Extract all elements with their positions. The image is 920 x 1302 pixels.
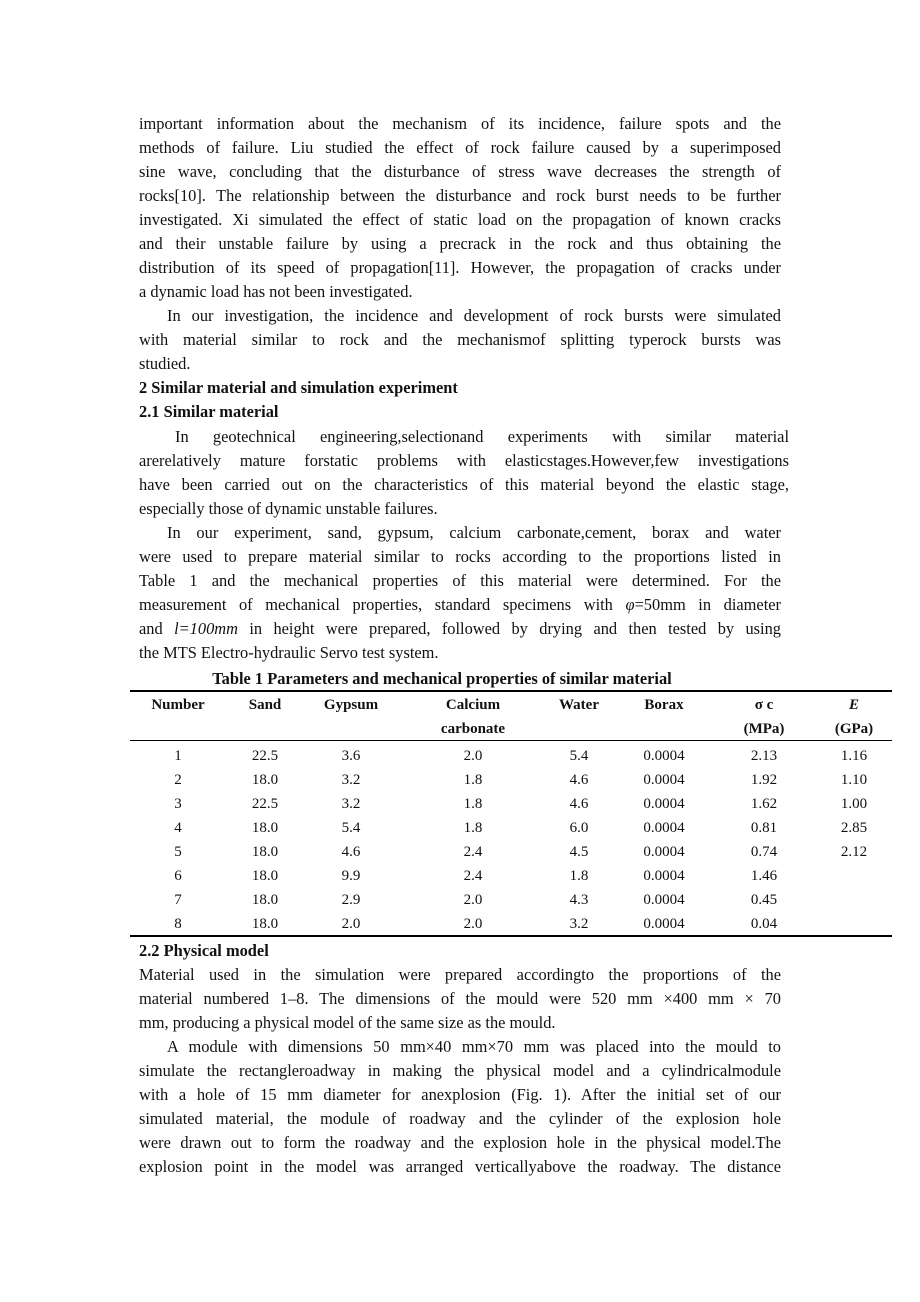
table-cell: 0.0004	[643, 748, 685, 764]
text-line: In geotechnical engineering,selectionand experiments with similar material	[175, 427, 789, 446]
table-cell: 0.04	[750, 916, 778, 932]
phi-symbol: φ	[625, 595, 635, 614]
text-line: simulate the rectangleroadway in making the physical model and a cylindricalmodule	[139, 1061, 781, 1080]
table-cell: 2.9	[341, 892, 361, 908]
table-header-cell: Borax	[644, 697, 684, 713]
text-line: rocks[10]. The relationship between the disturbance and rock burst needs to be further	[139, 186, 781, 205]
table-cell: 2.13	[750, 748, 778, 764]
table-cell: 1.00	[840, 796, 868, 812]
table-cell: 18.0	[251, 916, 279, 932]
table-header-cell: Gypsum	[323, 697, 379, 713]
table-cell: 18.0	[251, 844, 279, 860]
table-top-rule	[130, 690, 892, 692]
text-line: distribution of its speed of propagation[11]. However, the propagation of cracks under	[139, 258, 781, 277]
text-line: Table 1 and the mechanical properties of this material were determined. For the	[139, 571, 781, 590]
table-cell: 7	[174, 892, 182, 908]
table-cell: 1.8	[463, 796, 483, 812]
table-cell: 1.46	[750, 868, 778, 884]
table-cell: 3.6	[341, 748, 361, 764]
table-cell: 6.0	[569, 820, 589, 836]
text-line: a dynamic load has not been investigated.	[139, 282, 413, 301]
table-cell: 18.0	[251, 820, 279, 836]
text-line: were used to prepare material similar to rocks according to the proportions listed in	[139, 547, 781, 566]
table-cell: 4.6	[569, 772, 589, 788]
text-line: material numbered 1–8. The dimensions of the mould were 520 mm ×400 mm × 70	[139, 989, 781, 1008]
table-cell: 2.12	[840, 844, 868, 860]
table-header-cell: (GPa)	[834, 721, 874, 737]
table-cell: 18.0	[251, 868, 279, 884]
table-cell: 4	[174, 820, 182, 836]
subsection-title: 2.2 Physical model	[139, 941, 269, 960]
table-cell: 22.5	[251, 796, 279, 812]
table-cell: 0.0004	[643, 844, 685, 860]
table-cell: 18.0	[251, 892, 279, 908]
text-line: with material similar to rock and the mechanismof splitting typerock bursts was	[139, 330, 781, 349]
table-header-cell: (MPa)	[743, 721, 785, 737]
table-cell: 0.74	[750, 844, 778, 860]
text-line	[139, 593, 781, 617]
table-cell: 0.0004	[643, 892, 685, 908]
text-line: arerelatively mature forstatic problems with elasticstages.However,few investigations	[139, 451, 789, 470]
table-cell: 1	[174, 748, 182, 764]
table-cell: 0.0004	[643, 820, 685, 836]
text-line: In our investigation, the incidence and development of rock bursts were simulated	[167, 306, 781, 325]
text-line: sine wave, concluding that the disturbance of stress wave decreases the strength of	[139, 162, 781, 181]
text-line: and their unstable failure by using a precrack in the rock and thus obtaining the	[139, 234, 781, 253]
text-line: A module with dimensions 50 mm×40 mm×70 mm was placed into the mould to	[167, 1037, 781, 1056]
text-span: and	[139, 619, 175, 638]
table-cell: 2.4	[463, 868, 483, 884]
table-cell: 1.10	[840, 772, 868, 788]
text-line: investigated. Xi simulated the effect of static load on the propagation of known cracks	[139, 210, 781, 229]
table-cell: 0.0004	[643, 796, 685, 812]
text-line: especially those of dynamic unstable failures.	[139, 499, 438, 518]
text-span: =50mm in diameter	[634, 595, 781, 614]
table-header-cell: Calcium	[445, 697, 501, 713]
text-line: mm, producing a physical model of the same size as the mould.	[139, 1013, 556, 1032]
text-span: measurement of mechanical properties, standard specimens with	[139, 595, 626, 614]
table-header-cell: Number	[151, 697, 205, 713]
table-header-cell: Sand	[248, 697, 282, 713]
table-cell: 2	[174, 772, 182, 788]
text-line	[139, 617, 781, 641]
table-cell: 0.0004	[643, 772, 685, 788]
table-cell: 6	[174, 868, 182, 884]
table-cell: 1.16	[840, 748, 868, 764]
table-caption: Table 1 Parameters and mechanical properties of similar material	[212, 669, 672, 688]
text-line: In our experiment, sand, gypsum, calcium carbonate,cement, borax and water	[167, 523, 781, 542]
table-cell: 5	[174, 844, 182, 860]
length-symbol: l=100mm	[174, 619, 238, 638]
table-cell: 0.45	[750, 892, 778, 908]
table-cell: 1.8	[463, 820, 483, 836]
table-cell: 4.6	[569, 796, 589, 812]
text-line: important information about the mechanism of its incidence, failure spots and the	[139, 114, 781, 133]
table-cell: 2.85	[840, 820, 868, 836]
table-cell: 8	[174, 916, 182, 932]
table-cell: 0.0004	[643, 868, 685, 884]
table-cell: 3	[174, 796, 182, 812]
table-cell: 1.8	[463, 772, 483, 788]
text-line: the MTS Electro-hydraulic Servo test system.	[139, 643, 439, 662]
subsection-title: 2.1 Similar material	[139, 402, 279, 421]
table-cell: 3.2	[569, 916, 589, 932]
table-cell: 2.0	[341, 916, 361, 932]
table-cell: 4.5	[569, 844, 589, 860]
table-cell: 3.2	[341, 796, 361, 812]
table-cell: 0.81	[750, 820, 778, 836]
table-cell: 1.8	[569, 868, 589, 884]
text-line: with a hole of 15 mm diameter for anexplosion (Fig. 1). After the initial set of our	[139, 1085, 781, 1104]
table-cell: 2.0	[463, 892, 483, 908]
table-cell: 3.2	[341, 772, 361, 788]
text-line: explosion point in the model was arranged verticallyabove the roadway. The distance	[139, 1157, 781, 1176]
table-cell: 5.4	[341, 820, 361, 836]
table-cell: 2.0	[463, 748, 483, 764]
text-line: methods of failure. Liu studied the effect of rock failure caused by a superimposed	[139, 138, 781, 157]
text-line: were drawn out to form the roadway and the explosion hole in the physical model.The	[139, 1133, 781, 1152]
table-cell: 18.0	[251, 772, 279, 788]
section-title: 2 Similar material and simulation experiment	[139, 378, 458, 397]
text-span: in height were prepared, followed by drying and then tested by using	[237, 619, 782, 638]
table-cell: 1.92	[750, 772, 778, 788]
text-line: Material used in the simulation were prepared accordingto the proportions of the	[139, 965, 781, 984]
text-line: have been carried out on the characteristics of this material beyond the elastic stage,	[139, 475, 789, 494]
table-header-cell: E	[848, 697, 859, 713]
table-cell: 22.5	[251, 748, 279, 764]
text-line: simulated material, the module of roadway and the cylinder of the explosion hole	[139, 1109, 781, 1128]
table-cell: 5.4	[569, 748, 589, 764]
table-cell: 9.9	[341, 868, 361, 884]
text-line: studied.	[139, 354, 191, 373]
table-cell: 1.62	[750, 796, 778, 812]
table-cell: 0.0004	[643, 916, 685, 932]
table-cell: 2.4	[463, 844, 483, 860]
table-header-cell: σ c	[754, 697, 774, 713]
table-header-cell: carbonate	[440, 721, 506, 737]
table-cell: 4.3	[569, 892, 589, 908]
table-cell: 4.6	[341, 844, 361, 860]
table-header-cell: Water	[559, 697, 599, 713]
table-cell: 2.0	[463, 916, 483, 932]
